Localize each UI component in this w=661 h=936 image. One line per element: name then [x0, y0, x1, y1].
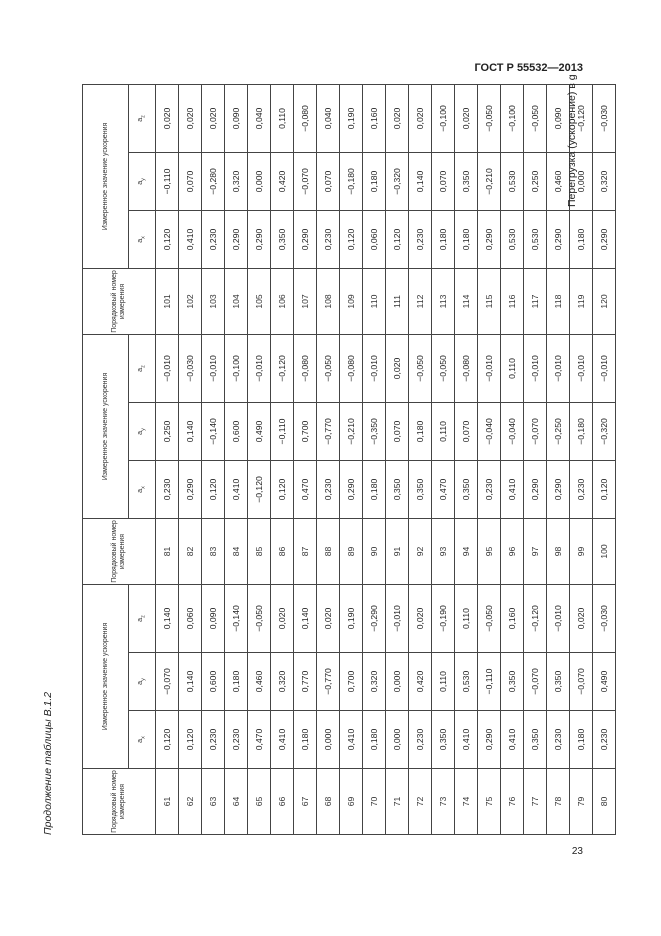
acceleration-value: −0,770: [317, 402, 340, 460]
acceleration-value: 0,140: [179, 653, 202, 711]
measurement-index: 120: [593, 268, 616, 334]
measurement-index: 110: [363, 268, 386, 334]
acceleration-value: 0,020: [202, 84, 225, 152]
acceleration-value: 0,120: [386, 210, 409, 268]
table-row: [432, 84, 455, 834]
measurement-index: 87: [294, 518, 317, 584]
measurement-index: 94: [455, 518, 478, 584]
acceleration-value: 0,290: [340, 460, 363, 518]
acceleration-value: 0,020: [156, 84, 179, 152]
acceleration-value: −0,080: [294, 84, 317, 152]
acceleration-value: 0,600: [202, 653, 225, 711]
acceleration-value: 0,020: [409, 584, 432, 652]
acceleration-value: 0,290: [547, 210, 570, 268]
acceleration-value: 0,140: [409, 152, 432, 210]
acceleration-value: 0,420: [409, 653, 432, 711]
measurement-index: 88: [317, 518, 340, 584]
acceleration-value: −0,350: [363, 402, 386, 460]
measurement-index: 113: [432, 268, 455, 334]
acceleration-value: 0,770: [294, 653, 317, 711]
acceleration-value: −0,190: [432, 584, 455, 652]
table-row: [455, 84, 478, 834]
acceleration-value: 0,020: [179, 84, 202, 152]
acceleration-value: 0,120: [271, 460, 294, 518]
measurement-index: 74: [455, 769, 478, 835]
acceleration-value: 0,070: [317, 152, 340, 210]
measurement-index: 61: [156, 769, 179, 835]
acceleration-value: 0,700: [294, 402, 317, 460]
header-ax: $a_x$: [129, 460, 156, 518]
acceleration-value: 0,020: [271, 584, 294, 652]
acceleration-value: 0,120: [340, 210, 363, 268]
acceleration-value: 0,180: [225, 653, 248, 711]
acceleration-value: 0,070: [455, 402, 478, 460]
acceleration-value: −0,010: [593, 334, 616, 402]
acceleration-value: 0,230: [317, 210, 340, 268]
acceleration-value: 0,410: [501, 711, 524, 769]
acceleration-value: 0,410: [271, 711, 294, 769]
acceleration-value: 0,020: [570, 584, 593, 652]
acceleration-value: 0,070: [386, 402, 409, 460]
header-ay: $a_y$: [129, 152, 156, 210]
acceleration-value: 0,180: [570, 711, 593, 769]
acceleration-value: 0,000: [317, 711, 340, 769]
acceleration-value: −0,100: [225, 334, 248, 402]
measurement-index: 80: [593, 769, 616, 835]
header-az: $a_z$: [129, 334, 156, 402]
acceleration-value: −0,070: [524, 402, 547, 460]
acceleration-value: 0,530: [455, 653, 478, 711]
acceleration-value: 0,000: [570, 152, 593, 210]
table-row: [271, 84, 294, 834]
table-row: [202, 84, 225, 834]
acceleration-value: 0,460: [547, 152, 570, 210]
acceleration-value: 0,410: [225, 460, 248, 518]
header-group-1: Измеренное значение ускорения: [83, 584, 129, 768]
acceleration-value: 0,110: [455, 584, 478, 652]
acceleration-value: 0,230: [202, 711, 225, 769]
acceleration-value: 0,290: [179, 460, 202, 518]
acceleration-value: 0,350: [455, 152, 478, 210]
table-row: [409, 84, 432, 834]
acceleration-value: −0,050: [478, 584, 501, 652]
header-ay: $a_y$: [129, 402, 156, 460]
acceleration-value: −0,100: [432, 84, 455, 152]
acceleration-value: 0,290: [248, 210, 271, 268]
acceleration-value: 0,140: [294, 584, 317, 652]
measurement-index: 64: [225, 769, 248, 835]
acceleration-value: −0,010: [547, 584, 570, 652]
measurement-index: 101: [156, 268, 179, 334]
acceleration-value: −0,290: [363, 584, 386, 652]
measurement-index: 76: [501, 769, 524, 835]
acceleration-value: 0,250: [156, 402, 179, 460]
acceleration-value: 0,350: [501, 653, 524, 711]
acceleration-value: 0,290: [524, 460, 547, 518]
acceleration-value: −0,050: [478, 84, 501, 152]
acceleration-value: −0,210: [340, 402, 363, 460]
acceleration-value: −0,030: [179, 334, 202, 402]
measurement-index: 85: [248, 518, 271, 584]
acceleration-value: −0,010: [248, 334, 271, 402]
acceleration-value: 0,180: [570, 210, 593, 268]
acceleration-value: −0,120: [524, 584, 547, 652]
table-continuation-note: Продолжение таблицы В.1.2: [42, 691, 54, 835]
measurement-index: 96: [501, 518, 524, 584]
acceleration-value: 0,410: [340, 711, 363, 769]
acceleration-value: 0,070: [179, 152, 202, 210]
acceleration-value: 0,350: [432, 711, 455, 769]
acceleration-value: −0,120: [248, 460, 271, 518]
acceleration-value: 0,040: [317, 84, 340, 152]
measurement-index: 108: [317, 268, 340, 334]
acceleration-value: 0,060: [363, 210, 386, 268]
table-row: [340, 84, 363, 834]
acceleration-value: 0,180: [294, 711, 317, 769]
measurement-index: 91: [386, 518, 409, 584]
header-index-1: Порядковый номер измерения: [83, 769, 156, 835]
acceleration-value: 0,120: [179, 711, 202, 769]
measurement-index: 63: [202, 769, 225, 835]
header-index-3: Порядковый номер измерения: [83, 268, 156, 334]
acceleration-value: −0,010: [478, 334, 501, 402]
acceleration-value: 0,180: [455, 210, 478, 268]
acceleration-value: −0,210: [478, 152, 501, 210]
acceleration-value: −0,030: [593, 84, 616, 152]
acceleration-value: 0,040: [248, 84, 271, 152]
acceleration-value: −0,050: [409, 334, 432, 402]
acceleration-value: 0,060: [179, 584, 202, 652]
acceleration-value: −0,180: [340, 152, 363, 210]
acceleration-value: 0,410: [179, 210, 202, 268]
acceleration-value: 0,120: [593, 460, 616, 518]
acceleration-value: 0,700: [340, 653, 363, 711]
measurement-index: 107: [294, 268, 317, 334]
acceleration-value: −0,320: [386, 152, 409, 210]
measurement-index: 114: [455, 268, 478, 334]
acceleration-value: −0,010: [386, 584, 409, 652]
header-group-2: Измеренное значение ускорения: [83, 334, 129, 518]
acceleration-value: 0,420: [271, 152, 294, 210]
acceleration-value: 0,110: [432, 402, 455, 460]
measurement-index: 119: [570, 268, 593, 334]
acceleration-value: 0,530: [524, 210, 547, 268]
acceleration-value: −0,140: [202, 402, 225, 460]
acceleration-value: 0,120: [156, 711, 179, 769]
acceleration-value: 0,470: [248, 711, 271, 769]
acceleration-value: 0,230: [156, 460, 179, 518]
acceleration-value: −0,070: [570, 653, 593, 711]
acceleration-value: −0,050: [317, 334, 340, 402]
acceleration-value: −0,010: [570, 334, 593, 402]
acceleration-value: 0,120: [202, 460, 225, 518]
acceleration-value: 0,250: [524, 152, 547, 210]
table-row: [294, 84, 317, 834]
acceleration-value: −0,100: [501, 84, 524, 152]
acceleration-value: 0,410: [455, 711, 478, 769]
measurement-index: 90: [363, 518, 386, 584]
acceleration-value: −0,120: [271, 334, 294, 402]
acceleration-value: 0,290: [593, 210, 616, 268]
measurement-index: 62: [179, 769, 202, 835]
acceleration-value: 0,350: [409, 460, 432, 518]
acceleration-value: 0,290: [478, 210, 501, 268]
acceleration-value: 0,490: [593, 653, 616, 711]
measurement-index: 102: [179, 268, 202, 334]
acceleration-value: −0,770: [317, 653, 340, 711]
acceleration-value: 0,290: [225, 210, 248, 268]
acceleration-value: 0,490: [248, 402, 271, 460]
acceleration-value: 0,230: [547, 711, 570, 769]
header-az: $a_z$: [129, 584, 156, 652]
measurement-index: 70: [363, 769, 386, 835]
acceleration-value: 0,230: [593, 711, 616, 769]
acceleration-value: 0,460: [248, 653, 271, 711]
acceleration-value: −0,050: [432, 334, 455, 402]
measurement-index: 73: [432, 769, 455, 835]
measurement-index: 115: [478, 268, 501, 334]
acceleration-value: −0,010: [156, 334, 179, 402]
measurement-index: 89: [340, 518, 363, 584]
rotated-table-block: [42, 74, 609, 835]
table-row: [317, 84, 340, 834]
table-body: [156, 84, 616, 834]
measurement-index: 68: [317, 769, 340, 835]
acceleration-value: 0,110: [501, 334, 524, 402]
measurement-index: 117: [524, 268, 547, 334]
measurement-index: 86: [271, 518, 294, 584]
header-ax: $a_x$: [129, 210, 156, 268]
measurement-index: 83: [202, 518, 225, 584]
acceleration-value: 0,350: [455, 460, 478, 518]
acceleration-value: 0,180: [363, 460, 386, 518]
acceleration-value: 0,320: [593, 152, 616, 210]
acceleration-value: −0,110: [478, 653, 501, 711]
acceleration-value: −0,050: [248, 584, 271, 652]
measurement-index: 81: [156, 518, 179, 584]
acceleration-value: 0,230: [570, 460, 593, 518]
acceleration-value: 0,140: [179, 402, 202, 460]
acceleration-value: 0,230: [317, 460, 340, 518]
document-code: ГОСТ Р 55532—2013: [474, 62, 583, 74]
measurement-index: 109: [340, 268, 363, 334]
acceleration-value: 0,530: [501, 152, 524, 210]
acceleration-value: 0,000: [386, 653, 409, 711]
acceleration-value: 0,090: [225, 84, 248, 152]
acceleration-value: 0,230: [225, 711, 248, 769]
acceleration-value: 0,070: [432, 152, 455, 210]
measurement-index: 79: [570, 769, 593, 835]
measurement-index: 105: [248, 268, 271, 334]
measurement-index: 65: [248, 769, 271, 835]
acceleration-value: −0,280: [202, 152, 225, 210]
acceleration-value: 0,290: [478, 711, 501, 769]
acceleration-value: −0,080: [340, 334, 363, 402]
header-group-3: Измеренное значение ускорения: [83, 84, 129, 268]
acceleration-value: 0,090: [547, 84, 570, 152]
acceleration-value: −0,070: [156, 653, 179, 711]
measurement-index: 100: [593, 518, 616, 584]
table-row: [179, 84, 202, 834]
measurement-index: 67: [294, 769, 317, 835]
acceleration-value: −0,010: [363, 334, 386, 402]
acceleration-value: 0,020: [386, 84, 409, 152]
acceleration-value: 0,020: [455, 84, 478, 152]
measurement-index: 77: [524, 769, 547, 835]
table-row: [225, 84, 248, 834]
acceleration-value: −0,250: [547, 402, 570, 460]
acceleration-value: −0,110: [271, 402, 294, 460]
measurement-index: 71: [386, 769, 409, 835]
measurement-index: 92: [409, 518, 432, 584]
acceleration-value: −0,030: [593, 584, 616, 652]
acceleration-value: 0,180: [409, 402, 432, 460]
header-index-2: Порядковый номер измерения: [83, 518, 156, 584]
acceleration-value: 0,160: [501, 584, 524, 652]
acceleration-value: −0,140: [225, 584, 248, 652]
acceleration-value: −0,070: [524, 653, 547, 711]
acceleration-value: 0,320: [271, 653, 294, 711]
measurement-table: [82, 84, 616, 835]
header-az: $a_z$: [129, 84, 156, 152]
measurement-index: 103: [202, 268, 225, 334]
acceleration-value: −0,320: [593, 402, 616, 460]
measurement-index: 95: [478, 518, 501, 584]
acceleration-value: −0,070: [294, 152, 317, 210]
acceleration-value: 0,020: [386, 334, 409, 402]
acceleration-value: 0,160: [363, 84, 386, 152]
acceleration-value: −0,180: [570, 402, 593, 460]
header-ax: $a_x$: [129, 711, 156, 769]
acceleration-value: 0,470: [432, 460, 455, 518]
measurement-index: 104: [225, 268, 248, 334]
header-ay: $a_y$: [129, 653, 156, 711]
acceleration-value: −0,010: [202, 334, 225, 402]
unit-note: Перегрузка (ускорение) в g: [566, 74, 578, 207]
acceleration-value: −0,040: [478, 402, 501, 460]
table-row: [156, 84, 179, 834]
acceleration-value: 0,180: [432, 210, 455, 268]
acceleration-value: 0,350: [547, 653, 570, 711]
acceleration-value: 0,120: [156, 210, 179, 268]
measurement-index: 99: [570, 518, 593, 584]
acceleration-value: 0,230: [409, 711, 432, 769]
acceleration-value: 0,020: [409, 84, 432, 152]
acceleration-value: −0,110: [156, 152, 179, 210]
acceleration-value: 0,530: [501, 210, 524, 268]
measurement-index: 66: [271, 769, 294, 835]
acceleration-value: 0,110: [271, 84, 294, 152]
measurement-index: 84: [225, 518, 248, 584]
acceleration-value: 0,090: [202, 584, 225, 652]
acceleration-value: 0,350: [524, 711, 547, 769]
acceleration-value: 0,190: [340, 84, 363, 152]
measurement-index: 82: [179, 518, 202, 584]
table-row: [478, 84, 501, 834]
table-row: [524, 84, 547, 834]
table-row: [363, 84, 386, 834]
measurement-index: 106: [271, 268, 294, 334]
acceleration-value: 0,230: [478, 460, 501, 518]
acceleration-value: −0,080: [294, 334, 317, 402]
acceleration-value: 0,180: [363, 711, 386, 769]
acceleration-value: 0,600: [225, 402, 248, 460]
acceleration-value: 0,350: [386, 460, 409, 518]
acceleration-value: −0,040: [501, 402, 524, 460]
table-row: [386, 84, 409, 834]
measurement-index: 112: [409, 268, 432, 334]
table-row: [593, 84, 616, 834]
acceleration-value: −0,050: [524, 84, 547, 152]
table-row: [248, 84, 271, 834]
acceleration-value: 0,470: [294, 460, 317, 518]
acceleration-value: −0,010: [524, 334, 547, 402]
acceleration-value: 0,230: [409, 210, 432, 268]
acceleration-value: 0,410: [501, 460, 524, 518]
measurement-index: 97: [524, 518, 547, 584]
acceleration-value: 0,180: [363, 152, 386, 210]
acceleration-value: −0,120: [570, 84, 593, 152]
acceleration-value: 0,320: [225, 152, 248, 210]
acceleration-value: 0,000: [386, 711, 409, 769]
acceleration-value: 0,290: [547, 460, 570, 518]
measurement-index: 78: [547, 769, 570, 835]
measurement-index: 69: [340, 769, 363, 835]
acceleration-value: 0,320: [363, 653, 386, 711]
table-row: [501, 84, 524, 834]
measurement-index: 98: [547, 518, 570, 584]
acceleration-value: 0,140: [156, 584, 179, 652]
acceleration-value: 0,110: [432, 653, 455, 711]
acceleration-value: 0,290: [294, 210, 317, 268]
acceleration-value: 0,000: [248, 152, 271, 210]
measurement-index: 116: [501, 268, 524, 334]
measurement-index: 111: [386, 268, 409, 334]
acceleration-value: 0,230: [202, 210, 225, 268]
measurement-index: 93: [432, 518, 455, 584]
page-number: 23: [571, 846, 583, 857]
measurement-index: 72: [409, 769, 432, 835]
acceleration-value: −0,010: [547, 334, 570, 402]
measurement-index: 118: [547, 268, 570, 334]
measurement-index: 75: [478, 769, 501, 835]
acceleration-value: 0,020: [317, 584, 340, 652]
acceleration-value: 0,190: [340, 584, 363, 652]
acceleration-value: −0,080: [455, 334, 478, 402]
acceleration-value: 0,350: [271, 210, 294, 268]
